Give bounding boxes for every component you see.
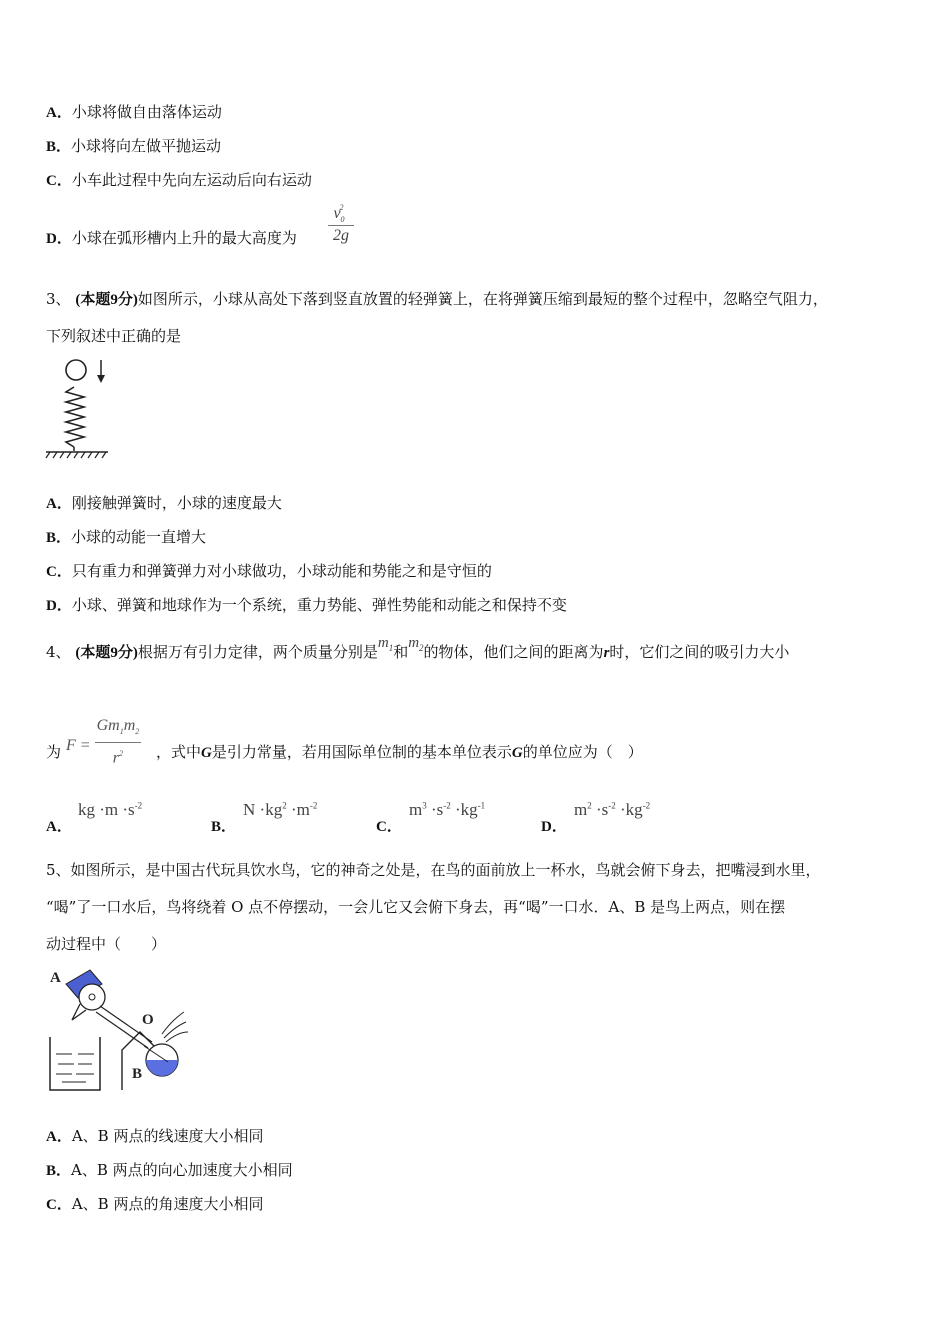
q2-d-fraction: $v_0^2$ 2g [328, 205, 354, 246]
q5-option-c: C．A、B 两点的角速度大小相同 [46, 1195, 264, 1213]
q2-option-d: D．小球在弧形槽内上升的最大高度为 [46, 229, 297, 247]
q5-stem-line3: 动过程中（ ） [46, 935, 167, 953]
q4-stem-line2b: ，式中G是引力常量，若用国际单位制的基本单位表示G的单位应为（ ） [156, 743, 643, 761]
label-b: B [132, 1066, 143, 1082]
drinking-bird-figure [44, 962, 194, 1097]
q2-option-b: B．小球将向左做平抛运动 [46, 137, 222, 155]
q2-option-c: C．小车此过程中先向左运动后向右运动 [46, 171, 312, 189]
q5-option-a: A．A、B 两点的线速度大小相同 [46, 1127, 264, 1145]
q4-stem-line2: 为 [46, 743, 62, 761]
q4-option-d-unit: $m^2 \cdot s^{-2} \cdot kg^{-2}$ [574, 800, 651, 819]
q4-stem-line1: 4、 (本题9分)根据万有引力定律，两个质量分别是$m_1$和$m_2$的物体，他们之间的距离为r时，它们之间的吸引力大小 [46, 635, 790, 661]
q4-option-b-unit: $N \cdot kg^2 \cdot m^{-2}$ [243, 800, 318, 819]
q3-stem-line2: 下列叙述中正确的是 [46, 327, 182, 345]
q4-option-a-unit: kg $\cdot m \cdot s^{-2}$ [78, 800, 143, 819]
q2-option-a: A．小球将做自由落体运动 [46, 103, 222, 121]
q5-stem-line2: “喝”了一口水后，鸟将绕着 O 点不停摆动，一会儿它又会俯下身去，再“喝”一口水．A、B 是鸟上两点，则在摆 [46, 898, 786, 916]
q3-option-a: A．刚接触弹簧时，小球的速度最大 [46, 494, 282, 512]
q5-stem-line1: 5、如图所示，是中国古代玩具饮水鸟，它的神奇之处是，在鸟的面前放上一杯水，鸟就会俯下身去，把嘴浸到水里， [46, 861, 821, 879]
q4-option-c-unit: $m^3 \cdot s^{-2} \cdot kg^{-1}$ [409, 800, 486, 819]
q4-option-a-key: A． [46, 819, 72, 835]
q3-option-d: D．小球、弹簧和地球作为一个系统，重力势能、弹性势能和动能之和保持不变 [46, 596, 567, 614]
label-a: A [50, 970, 61, 986]
q4-formula: F = $\frac{Gm_1m_2}{r^2}$ [66, 717, 140, 767]
q3-stem-line1: 3、 (本题9分)如图所示，小球从高处下落到竖直放置的轻弹簧上，在将弹簧压缩到最短的整个过程中，忽略空气阻力， [46, 290, 828, 308]
q3-option-c: C．只有重力和弹簧弹力对小球做功，小球动能和势能之和是守恒的 [46, 562, 492, 580]
q5-option-b: B．A、B 两点的向心加速度大小相同 [46, 1161, 293, 1179]
spring-ball-figure [44, 355, 114, 460]
q3-option-b: B．小球的动能一直增大 [46, 528, 207, 546]
label-o: O [142, 1012, 154, 1028]
q4-option-d-key: D． [541, 819, 567, 835]
q4-option-c-key: C． [376, 819, 402, 835]
q4-option-b-key: B． [211, 819, 237, 835]
